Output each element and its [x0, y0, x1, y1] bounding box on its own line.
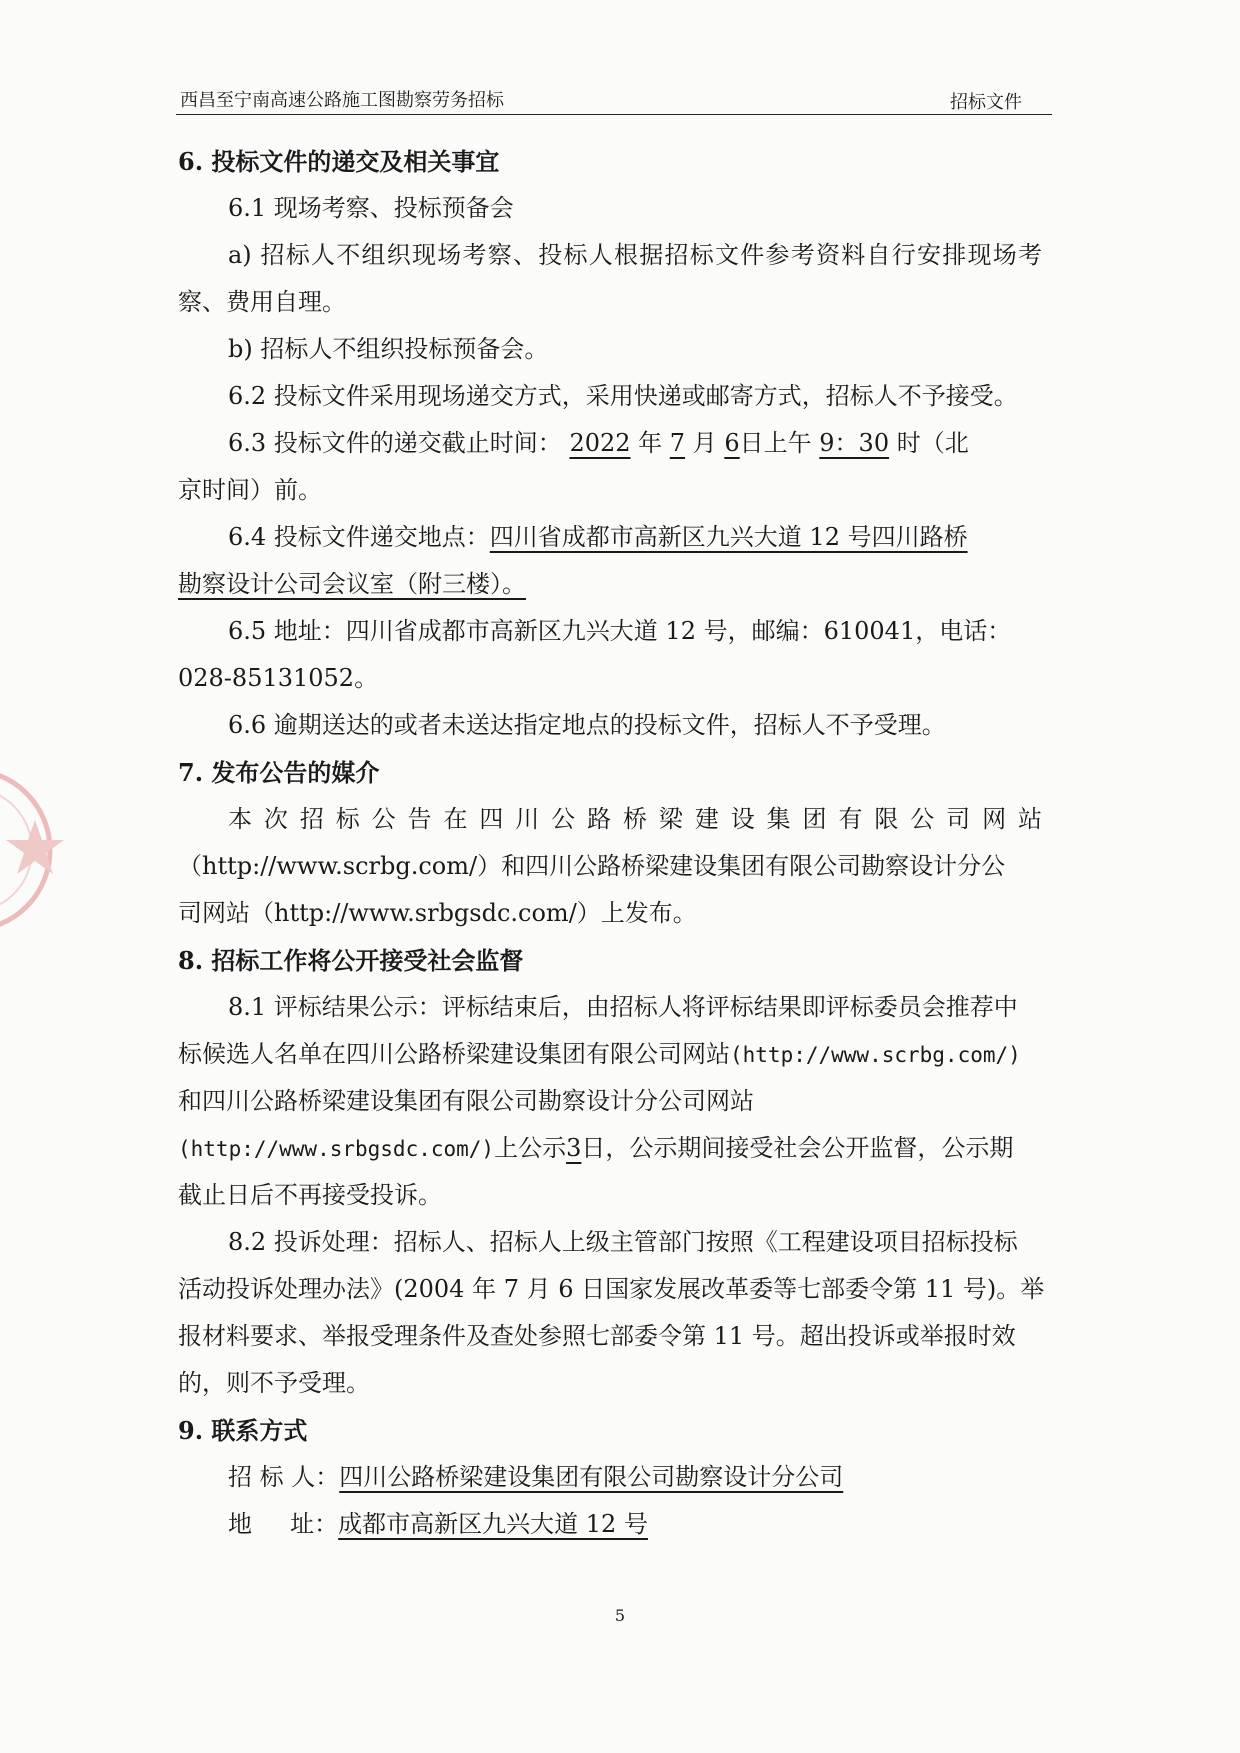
page-number: 5 — [614, 1606, 626, 1625]
srbgsdc-url: (http://www.srbgsdc.com/) — [178, 1137, 495, 1161]
clause-8-1-line1: 8.1 评标结果公示：评标结束后，由招标人将评标结果即评标委员会推荐中 — [228, 993, 1018, 1021]
day-unit: 日上午 — [739, 429, 812, 457]
section-7-title: 7. 发布公告的媒介 — [178, 758, 380, 787]
clause-6-5-line1: 6.5 地址：四川省成都市高新区九兴大道 12 号，邮编：610041，电话： — [228, 617, 1012, 645]
clause-6-1-a-line1: a) 招标人不组织现场考察、投标人根据招标文件参考资料自行安排现场考 — [228, 241, 1042, 269]
section-7-line3: 司网站（http://www.srbgsdc.com/）上发布。 — [178, 899, 697, 927]
section-6-title: 6. 投标文件的递交及相关事宜 — [178, 147, 500, 176]
tenderer-value: 四川公路桥梁建设集团有限公司勘察设计分公司 — [339, 1463, 844, 1491]
clause-6-3-line2: 京时间）前。 — [178, 476, 322, 504]
clause-6-3-line1 — [178, 420, 1042, 467]
deadline-month: 7 — [669, 429, 686, 457]
submit-place-part2: 勘察设计公司会议室（附三楼）。 — [178, 570, 526, 598]
clause-6-6: 6.6 逾期送达的或者未送达指定地点的投标文件，招标人不予受理。 — [228, 711, 946, 739]
clause-8-1-line2 — [178, 1031, 1042, 1078]
header-doc-type: 招标文件 — [950, 92, 1022, 113]
clause-6-1-a-line2: 察、费用自理。 — [178, 288, 346, 316]
month-unit: 月 — [692, 429, 717, 457]
publicity-text: 上公示 — [494, 1134, 567, 1162]
company-seal-fragment — [0, 760, 90, 950]
clause-8-1-line3: 和四川公路桥梁建设集团有限公司勘察设计分公司网站 — [178, 1087, 754, 1115]
scrbg-url: (http://www.scrbg.com/) — [730, 1043, 1021, 1067]
submit-place-part1: 四川省成都市高新区九兴大道 12 号四川路桥 — [489, 523, 968, 551]
tenderer-label: 招 标 人： — [228, 1463, 340, 1491]
publicity-text-cont: 日，公示期间接受社会公开监督，公示期 — [581, 1134, 1014, 1162]
deadline-suffix: 时（北 — [896, 429, 969, 457]
clause-8-2-line4: 的，则不予受理。 — [178, 1369, 370, 1397]
clause-6-1: 6.1 现场考察、投标预备会 — [228, 194, 514, 222]
section-9-title: 9. 联系方式 — [178, 1416, 308, 1445]
clause-8-2-line3: 报材料要求、举报受理条件及查处参照七部委令第 11 号。超出投诉或举报时效 — [178, 1322, 1016, 1350]
clause-6-5-line2: 028-85131052。 — [178, 664, 379, 692]
year-unit: 年 — [638, 429, 663, 457]
clause-8-1-line4 — [178, 1125, 1042, 1172]
address-value: 成都市高新区九兴大道 12 号 — [338, 1510, 648, 1538]
address-label: 地 址： — [228, 1510, 339, 1538]
publicity-days: 3 — [566, 1134, 582, 1162]
clause-8-2-line1: 8.2 投诉处理：招标人、招标人上级主管部门按照《工程建设项目招标投标 — [228, 1228, 1018, 1256]
clause-6-4-line1 — [178, 514, 1042, 561]
clause-6-1-b: b) 招标人不组织投标预备会。 — [228, 335, 549, 363]
header-rule — [176, 114, 1052, 115]
section-8-title: 8. 招标工作将公开接受社会监督 — [178, 946, 524, 975]
clause-6-2: 6.2 投标文件采用现场递交方式，采用快递或邮寄方式，招标人不予接受。 — [228, 382, 1018, 410]
deadline-time: 9：30 — [819, 429, 890, 457]
deadline-day: 6 — [724, 429, 740, 457]
contact-tenderer — [178, 1454, 1042, 1501]
clause-8-2-line2: 活动投诉处理办法》(2004 年 7 月 6 日国家发展改革委等七部委令第 11 号)。举 — [178, 1275, 1045, 1303]
submit-place-label: 6.4 投标文件递交地点： — [228, 523, 490, 551]
deadline-label: 6.3 投标文件的递交截止时间： — [228, 429, 562, 457]
clause-6-4-line2 — [178, 561, 1042, 608]
deadline-year: 2022 — [569, 429, 631, 457]
main-content — [178, 138, 1045, 1548]
contact-address — [178, 1501, 1042, 1548]
clause-8-1-line5: 截止日后不再接受投诉。 — [178, 1181, 442, 1209]
header-title: 西昌至宁南高速公路施工图勘察劳务招标 — [180, 90, 504, 111]
section-7-line1: 本次招标公告在四川公路桥梁建设集团有限公司网站 — [228, 805, 1042, 833]
section-7-line2: （http://www.scrbg.com/）和四川公路桥梁建设集团有限公司勘察设计分公 — [178, 852, 1006, 880]
clause-8-1-text: 标候选人名单在四川公路桥梁建设集团有限公司网站 — [178, 1040, 730, 1068]
